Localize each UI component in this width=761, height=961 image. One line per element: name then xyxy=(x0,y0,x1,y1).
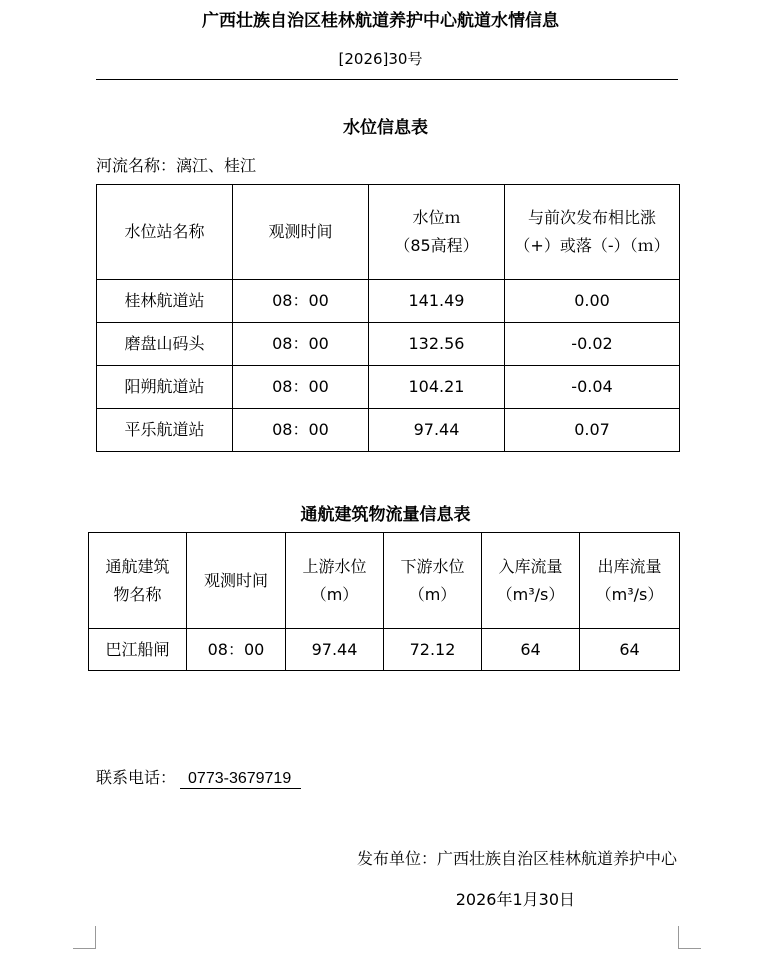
water-level-table xyxy=(96,184,680,452)
header-outflow-line2: （m³/s） xyxy=(595,584,664,604)
header-downstream-line1: 下游水位 xyxy=(400,556,465,576)
table-row xyxy=(97,280,680,323)
inflow-cell: 64 xyxy=(482,629,580,671)
header-change-line1: 与前次发布相比涨 xyxy=(527,208,656,227)
time-cell: 08：00 xyxy=(233,280,369,323)
level-cell: 141.49 xyxy=(369,280,505,323)
header-change xyxy=(505,185,680,280)
document-title: 广西壮族自治区桂林航道养护中心航道水情信息 xyxy=(202,11,559,31)
page-corner-mark-right xyxy=(678,926,701,949)
publish-date: 2026年1月30日 xyxy=(455,890,575,909)
header-change-line2: （+）或落（-）（ｍ） xyxy=(514,236,670,255)
header-upstream-line1: 上游水位 xyxy=(302,556,367,576)
station-cell: 桂林航道站 xyxy=(97,280,233,323)
page-corner-mark-left xyxy=(73,926,96,949)
header-time: 观测时间 xyxy=(187,533,286,629)
header-structure-name xyxy=(89,533,187,629)
table-row xyxy=(97,409,680,452)
table-row xyxy=(97,366,680,409)
header-station: 水位站名称 xyxy=(97,185,233,280)
table-row xyxy=(89,629,680,671)
header-level xyxy=(369,185,505,280)
header-upstream-line2: （m） xyxy=(310,584,359,604)
structure-name-cell: 巴江船闸 xyxy=(89,629,187,671)
outflow-cell: 64 xyxy=(580,629,680,671)
contact-label: 联系电话： xyxy=(96,768,177,787)
change-cell: -0.04 xyxy=(505,366,680,409)
upstream-cell: 97.44 xyxy=(286,629,384,671)
header-structure-name-line2: 物名称 xyxy=(113,584,162,604)
flow-table-title: 通航建筑物流量信息表 xyxy=(300,505,471,525)
water-level-table-title: 水位信息表 xyxy=(343,118,428,138)
header-outflow xyxy=(580,533,680,629)
header-structure-name-line1: 通航建筑 xyxy=(105,556,170,576)
station-cell: 磨盘山码头 xyxy=(97,323,233,366)
header-level-line1: 水位ｍ xyxy=(412,208,461,227)
header-upstream xyxy=(286,533,384,629)
river-name-label: 河流名称：漓江、桂江 xyxy=(96,156,257,175)
header-inflow-line2: （m³/s） xyxy=(496,584,565,604)
level-cell: 97.44 xyxy=(369,409,505,452)
time-cell: 08：00 xyxy=(187,629,286,671)
header-divider xyxy=(96,79,678,80)
contact-line xyxy=(96,765,301,789)
contact-phone: 0773-3679719 xyxy=(180,770,301,789)
document-number: [2026]30号 xyxy=(338,50,423,68)
header-inflow xyxy=(482,533,580,629)
header-level-line2: （85高程） xyxy=(394,236,479,255)
table-header-row xyxy=(89,533,680,629)
header-downstream-line2: （m） xyxy=(408,584,457,604)
change-cell: 0.07 xyxy=(505,409,680,452)
header-downstream xyxy=(384,533,482,629)
time-cell: 08：00 xyxy=(233,366,369,409)
change-cell: 0.00 xyxy=(505,280,680,323)
time-cell: 08：00 xyxy=(233,323,369,366)
flow-table xyxy=(88,532,680,671)
table-header-row xyxy=(97,185,680,280)
change-cell: -0.02 xyxy=(505,323,680,366)
header-time: 观测时间 xyxy=(233,185,369,280)
station-cell: 平乐航道站 xyxy=(97,409,233,452)
header-outflow-line1: 出库流量 xyxy=(597,556,662,576)
publisher: 发布单位：广西壮族自治区桂林航道养护中心 xyxy=(356,849,677,868)
level-cell: 104.21 xyxy=(369,366,505,409)
time-cell: 08：00 xyxy=(233,409,369,452)
table-row xyxy=(97,323,680,366)
station-cell: 阳朔航道站 xyxy=(97,366,233,409)
header-inflow-line1: 入库流量 xyxy=(498,556,563,576)
downstream-cell: 72.12 xyxy=(384,629,482,671)
level-cell: 132.56 xyxy=(369,323,505,366)
